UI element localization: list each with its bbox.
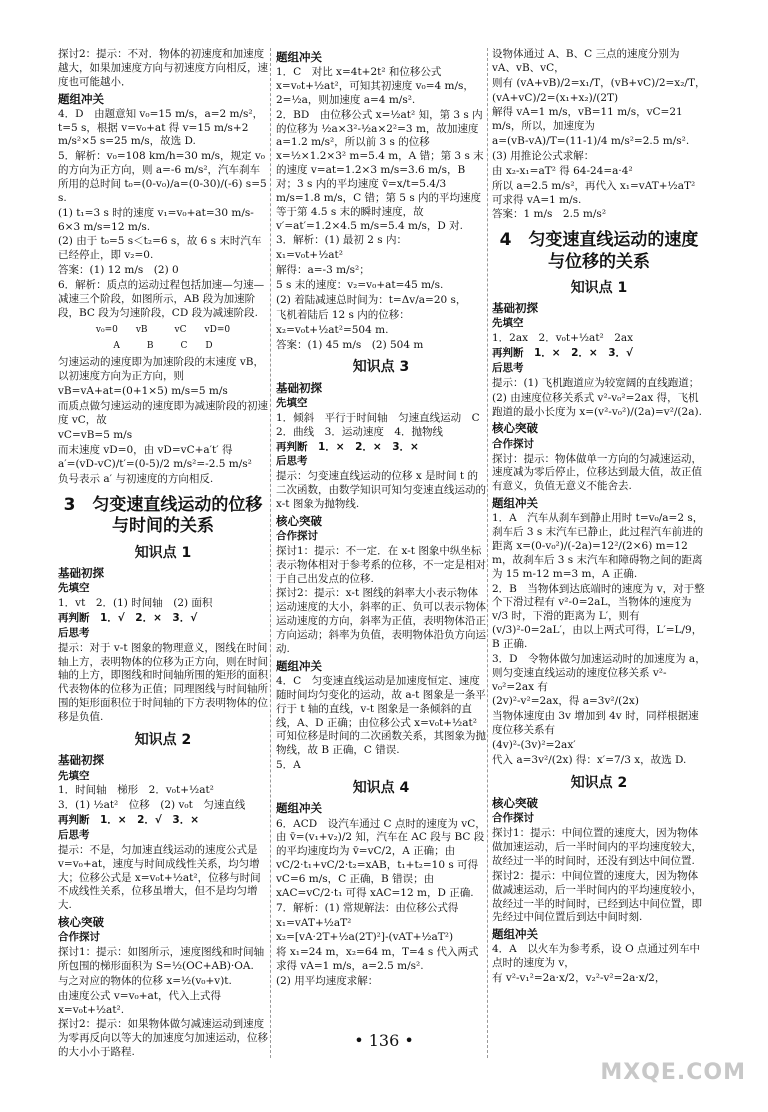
subheading: 后思考 bbox=[58, 828, 90, 841]
subheading: 再判断 1．× 2．× 3．√ bbox=[492, 347, 634, 360]
paragraph: 答案：(1) 45 m/s (2) 504 m bbox=[276, 338, 424, 351]
paragraph: 4．A 以火车为参考系，设 O 点通过列车中点时的速度为 v， bbox=[492, 943, 701, 970]
paragraph: x₁=v₀t+½at² bbox=[276, 249, 343, 262]
paragraph: 提示：不是，匀加速直线运动的速度公式是 v=v₀+at，速度与时间成线性关系，均匀增大；位移公式是 x=v₀t+½at²，位移与时间不成线性关系，位移虽增大，但不是均匀增大. bbox=[58, 843, 261, 912]
paragraph: 提示：(1) 飞机跑道应为较宽阔的直线跑道； bbox=[492, 376, 700, 389]
column-right bbox=[492, 48, 706, 987]
paragraph: x₁=vAT+½aT² bbox=[276, 916, 352, 929]
watermark-logo: MXQE.COM bbox=[600, 1060, 746, 1085]
knowledge-point-title: 知识点 1 bbox=[134, 544, 192, 561]
paragraph: 负号表示 a′ 与初速度的方向相反. bbox=[58, 473, 214, 486]
paragraph: 1．vt 2．(1) 时间轴 (2) 面积 bbox=[58, 597, 213, 610]
paragraph: 1．时间轴 梯形 2．v₀t+½at² bbox=[58, 784, 214, 797]
paragraph: 而质点做匀速运动的速度即为减速阶段的初速度 vC，故 bbox=[58, 399, 268, 426]
column-left bbox=[58, 48, 268, 1061]
paragraph: 5．A bbox=[276, 759, 301, 772]
section-heading: 基础初探 bbox=[58, 566, 104, 581]
chapter-title: 3 匀变速直线运动的位移与时间的关系 bbox=[63, 495, 263, 537]
column-middle bbox=[276, 48, 491, 990]
paragraph: vB=vA+at=(0+1×5) m/s=5 m/s bbox=[58, 385, 228, 398]
subheading: 合作探讨 bbox=[492, 812, 534, 825]
paragraph: 5．解析：v₀=108 km/h=30 m/s，规定 v₀ 的方向为正方向，则 a=-6 m/s²，汽车刹车所用的总时间 t₀=(0-v₀)/a=(0-30)/(-6) s=5 s. bbox=[58, 150, 267, 204]
paragraph: 设物体通过 A、B、C 三点的速度分别为 vA、vB、vC， bbox=[492, 48, 680, 74]
paragraph: 答案：(1) 12 m/s (2) 0 bbox=[58, 264, 179, 277]
knowledge-point-title: 知识点 4 bbox=[352, 779, 410, 796]
paragraph: 解得 vA=1 m/s，vB=11 m/s，vC=21 m/s，所以，加速度为 bbox=[492, 106, 683, 133]
paragraph: 解得：a=-3 m/s²； bbox=[276, 264, 370, 277]
paragraph: (4v)²-(3v)²=2ax′ bbox=[492, 739, 576, 751]
section-heading: 核心突破 bbox=[58, 915, 104, 930]
paragraph: 代入 a=3v²/(2x) 得：x′=7/3 x，故选 D. bbox=[492, 753, 687, 766]
paragraph: 提示：对于 v-t 图象的物理意义，图线在时间轴上方，表明物体的位移为正方向，则在时间轴的上方，即图线和时间轴所围的矩形的面积代表物体的位移为正值；同理图线与时间轴所围的矩形面积位于时间轴的下方表明物体的位移是负值. bbox=[58, 641, 268, 723]
paragraph: 6．ACD 设汽车通过 C 点时的速度为 vC，由 v̄=(v₁+v₂)/2 知，汽车在 AC 段与 BC 段的平均速度均为 v̄=vC/2，A 正确；由 vC/2·t₁+vC/2·t₂=xAB，t₁+t₂=10 s 可得 vC=6 m/s，C 正确，B 错误；由 xAC=vC/2·t₁ 可得 xAC=12 m，D 正确. bbox=[276, 817, 486, 899]
paragraph: 3．D 令物体做匀加速运动时的加速度为 a，则匀变速直线运动的速度位移关系 v²-v₀²=2ax 有 bbox=[492, 652, 706, 693]
paragraph: (2) 着陆减速总时间为：t=Δv/a=20 s， bbox=[276, 293, 467, 306]
subheading: 再判断 1．× 2．√ 3．× bbox=[58, 814, 200, 827]
section-heading: 题组冲关 bbox=[276, 801, 322, 816]
subheading: 再判断 1．× 2．× 3．× bbox=[276, 440, 419, 453]
subheading: 先填空 bbox=[492, 317, 524, 330]
paragraph: (2) 由于 t₀=5 s＜t₂=6 s，故 6 s 末时汽车已经停止，即 v₂=0. bbox=[58, 235, 262, 262]
paragraph: 则有 (vA+vB)/2=x₁/T，(vB+vC)/2=x₂/T， bbox=[492, 76, 706, 89]
knowledge-point-title: 知识点 2 bbox=[134, 731, 192, 748]
subheading: 后思考 bbox=[58, 626, 90, 639]
paragraph: (3) 用推论公式求解： bbox=[492, 150, 595, 163]
paragraph: 由速度公式 v=v₀+at，代入上式得 x=v₀t+½at². bbox=[58, 989, 221, 1016]
paragraph: (2) 由速度位移关系式 v²-v₀²=2ax 得，飞机跑道的最小长度为 x=(v²-v₀²)/(2a)=v²/(2a). bbox=[492, 391, 702, 418]
page-number: • 136 • bbox=[354, 1031, 414, 1050]
paragraph: 有 v²-v₁²=2a·x/2，v₂²-v²=2a·x/2， bbox=[492, 972, 666, 985]
paragraph: a′=(vD-vC)/t′=(0-5)/2 m/s²=-2.5 m/s² bbox=[58, 458, 252, 471]
paragraph: 3．解析：(1) 最初 2 s 内： bbox=[276, 234, 407, 247]
section-heading: 基础初探 bbox=[492, 301, 538, 316]
section-heading: 核心突破 bbox=[492, 796, 538, 811]
paragraph: 提示：匀变速直线运动的位移 x 是时间 t 的二次函数，由数学知识可知匀变速直线运动的 x-t 图象为抛物线. bbox=[276, 470, 486, 511]
section-heading: 题组冲关 bbox=[492, 927, 538, 942]
section-heading: 题组冲关 bbox=[276, 658, 322, 673]
paragraph: 探讨：提示：物体做单一方向的匀减速运动，速度减为零后停止，位移达到最大值，故正值有意义，负值无意义不能舍去. bbox=[492, 452, 702, 493]
paragraph: 当物体速度由 3v 增加到 4v 时，同样根据速度位移关系有 bbox=[492, 710, 699, 737]
paragraph: 探讨2：提示：不对．物体的初速度和加速度越大，如果加速度方向与初速度方向相反，速度也可能越小． bbox=[58, 48, 268, 88]
paragraph: x₂=v₀t+½at²=504 m. bbox=[276, 323, 389, 336]
section-heading: 核心突破 bbox=[276, 513, 322, 528]
subheading: 合作探讨 bbox=[276, 530, 318, 543]
paragraph: 答案：1 m/s 2.5 m/s² bbox=[492, 208, 607, 221]
paragraph: (vA+vC)/2=(x₁+x₂)/(2T) bbox=[492, 91, 619, 104]
column-divider bbox=[487, 48, 488, 1058]
paragraph: (2v)²-v²=2ax，得 a=3v²/(2x) bbox=[492, 695, 639, 708]
paragraph: 探讨1：提示：不一定．在 x-t 图象中纵坐标表示物体相对于参考系的位移，不一定是相对于自己出发点的位移. bbox=[276, 544, 486, 585]
paragraph: 4．D 由题意知 v₀=15 m/s，a=2 m/s²，t=5 s，根据 v=v₀+at 得 v=15 m/s+2 m/s²×5 s=25 m/s，故选 D. bbox=[58, 107, 264, 148]
paragraph: vC=vB=5 m/s bbox=[58, 428, 133, 441]
section-heading: 题组冲关 bbox=[276, 50, 322, 64]
paragraph: 将 x₁=24 m，x₂=64 m，T=4 s 代入两式求得 vA=1 m/s，a=2.5 m/s². bbox=[276, 946, 479, 973]
subheading: 再判断 1．√ 2．× 3．√ bbox=[58, 611, 198, 624]
paragraph: 匀速运动的速度即为加速阶段的末速度 vB，以初速度方向为正方向，则 bbox=[58, 356, 264, 383]
section-heading: 基础初探 bbox=[58, 753, 104, 768]
paragraph: 所以 a=2.5 m/s²，再代入 x₁=vAT+½aT² 可求得 vA=1 m/s. bbox=[492, 179, 696, 206]
paragraph: 飞机着陆后 12 s 内的位移： bbox=[276, 308, 410, 321]
knowledge-point-title: 知识点 3 bbox=[352, 359, 410, 376]
subheading: 先填空 bbox=[58, 769, 90, 782]
paragraph: 1．2ax 2．v₀t+½at² 2ax bbox=[492, 332, 634, 345]
column-divider bbox=[270, 48, 271, 1058]
motion-diagram-label: A B C D bbox=[113, 340, 213, 351]
section-heading: 题组冲关 bbox=[58, 91, 104, 106]
knowledge-point-title: 知识点 1 bbox=[570, 279, 628, 296]
paragraph: x₂=[vA·2T+½a(2T)²]-(vAT+½aT²) bbox=[276, 931, 454, 944]
subheading: 合作探讨 bbox=[492, 437, 534, 450]
motion-diagram-label: v₀=0 vB vC vD=0 bbox=[95, 324, 231, 335]
paragraph: 3．(1) ½at² 位移 (2) v₀t 匀速直线 bbox=[58, 799, 246, 812]
paragraph: (1) t₁=3 s 时的速度 v₁=v₀+at=30 m/s-6×3 m/s=12 m/s. bbox=[58, 206, 254, 233]
paragraph: a=(vB-vA)/T=(11-1)/4 m/s²=2.5 m/s². bbox=[492, 135, 690, 148]
chapter-title: 4 匀变速直线运动的速度与位移的关系 bbox=[499, 230, 699, 272]
paragraph: 4．C 匀变速直线运动是加速度恒定、速度随时间均匀变化的运动，故 a-t 图象是一条平行于 t 轴的直线，v-t 图象是一条倾斜的直线，A、D 正确；由位移公式 x=v₀t+½at² 可知位移是时间的二次函数关系，其图象为抛物线，故 B 正确，C 错误. bbox=[276, 674, 486, 757]
paragraph: 2．B 当物体到达底端时的速度为 v，对于整个下滑过程有 v²-0=2aL，当物体的速度为 v/3 时，下滑的距离为 L′，则有 (v/3)²-0=2aL′，由以上两式可得，L′=L/9，B 正确. bbox=[492, 582, 705, 650]
knowledge-point-title: 知识点 2 bbox=[570, 774, 628, 791]
paragraph: 探讨2：提示：中间位置的速度大，因为物体做减速运动，后一半时间内的平均速度较小，故经过一半的时间时，已经到达中间位置，即先经过中间位置后到达中间时刻. bbox=[492, 869, 702, 924]
subheading: 后思考 bbox=[276, 455, 308, 468]
section-heading: 核心突破 bbox=[492, 421, 538, 436]
paragraph: 与之对应的物体的位移 x=½(v₀+v)t. bbox=[58, 974, 232, 987]
paragraph: 7．解析：(1) 常规解法：由位移公式得 bbox=[276, 901, 459, 914]
section-heading: 基础初探 bbox=[276, 380, 322, 395]
paragraph: 探讨2：提示：x-t 图线的斜率大小表示物体运动速度的大小，斜率的正、负可以表示物体运动速度的方向，斜率为正值，表明物体沿正方向运动；斜率为负值，表明物体沿负方向运动. bbox=[276, 587, 486, 655]
paragraph: 1．C 对比 x=4t+2t² 和位移公式 x=v₀t+½at²，可知其初速度 v₀=4 m/s，2=½a，则加速度 a=4 m/s². bbox=[276, 66, 474, 106]
paragraph: 探讨1：提示：中间位置的速度大，因为物体做加速运动，后一半时间内的平均速度较大，故经过一半的时间时，还没有到达中间位置. bbox=[492, 827, 702, 867]
section-heading: 题组冲关 bbox=[492, 496, 538, 511]
subheading: 先填空 bbox=[58, 582, 90, 595]
paragraph: 1．倾斜 平行于时间轴 匀速直线运动 C 2．曲线 3．运动速度 4．抛物线 bbox=[276, 411, 491, 438]
paragraph: (2) 用平均速度求解： bbox=[276, 975, 379, 988]
subheading: 合作探讨 bbox=[58, 931, 100, 944]
subheading: 先填空 bbox=[276, 397, 308, 409]
paragraph: 1．A 汽车从刹车到静止用时 t=v₀/a=2 s，刹车后 3 s 末汽车已静止，此过程汽车前进的距离 x=(0-v₀²)/(-2a)=12²/(2×6) m=12 m，故刹车后 3 s 末汽车和障碍物之间的距离为 15 m-12 m=3 m，A 正确. bbox=[492, 512, 704, 580]
paragraph: 由 x₂-x₁=aT² 得 64-24=a·4² bbox=[492, 164, 633, 177]
paragraph: 6．解析：质点的运动过程包括加速—匀速—减速三个阶段，如图所示，AB 段为加速阶段，BC 段为匀速阶段，CD 段为减速阶段. bbox=[58, 279, 265, 319]
paragraph: 5 s 末的速度：v₂=v₀+at=45 m/s. bbox=[276, 279, 444, 292]
paragraph: 探讨1：提示：如图所示，速度图线和时间轴所包围的梯形面积为 S=½(OC+AB)·OA. bbox=[58, 946, 265, 972]
paragraph: 2．BD 由位移公式 x=½at² 知，第 3 s 内的位移为 ½a×3²-½a×2²=3 m，故加速度 a=1.2 m/s²，所以前 3 s 的位移 x=½×1.2×3² m=5.4 m，A 错；第 3 s 末的速度 v=at=1.2×3 m/s=3.6 m/s，B 对；3 s 内的平均速度 v̄=x/t=5.4/3 m/s=1.8 m/s，C 错；第 5 s 内的平均速度等于第 4.5 s 末的瞬时速度，故 v′=at′=1.2×4.5 m/s=5.4 m/s，D 对. bbox=[276, 108, 484, 232]
subheading: 后思考 bbox=[492, 362, 524, 375]
paragraph: 而末速度 vD=0，由 vD=vC+a′t′ 得 bbox=[58, 443, 233, 456]
paragraph: 探讨2：提示：如果物体做匀减速运动到速度为零再反向以等大的加速度匀加速运动，位移的大小小于路程. bbox=[58, 1018, 268, 1059]
